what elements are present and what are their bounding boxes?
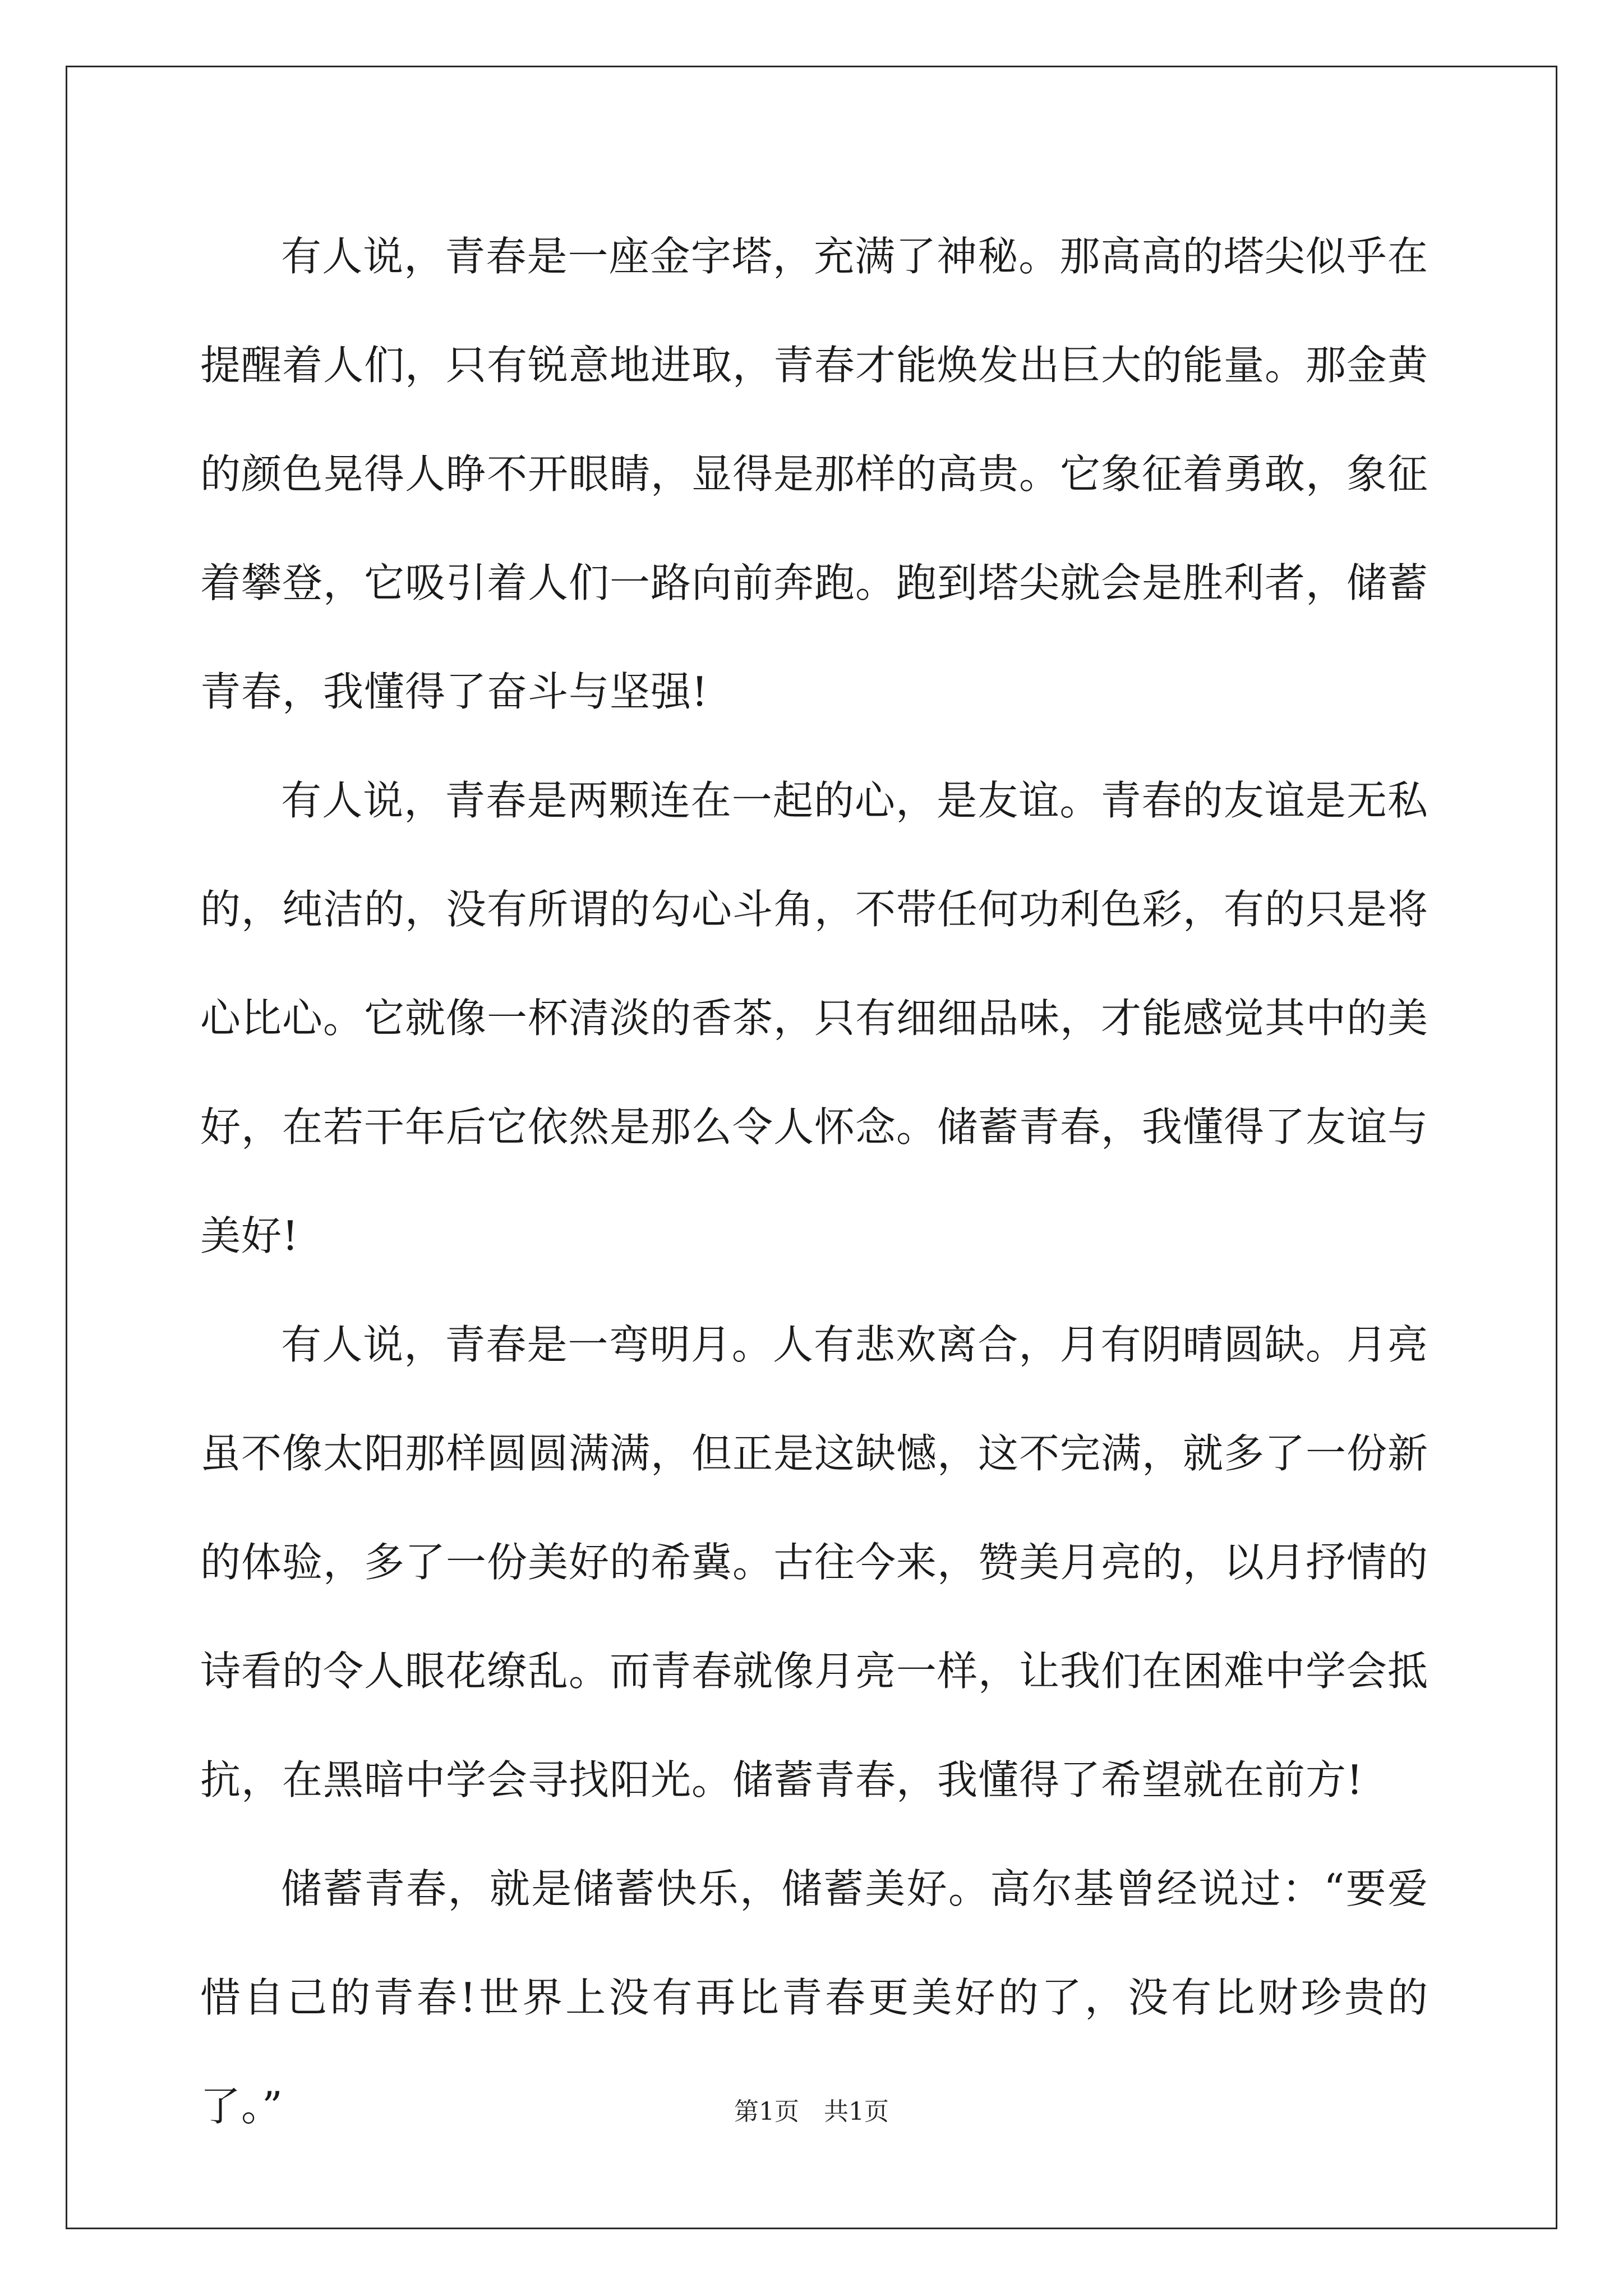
paragraph-4: 储蓄青春，就是储蓄快乐，储蓄美好。高尔基曾经说过：“要爱惜自己的青春!世界上没有再比青春更美好的了，没有比财珍贵的了。”: [200, 1865, 1428, 2130]
paragraph-3: 有人说，青春是一弯明月。人有悲欢离合，月有阴晴圆缺。月亮虽不像太阳那样圆圆满满，但正是这缺憾，这不完满，就多了一份新的体验，多了一份美好的希冀。古往今来，赞美月亮的，以月抒情的诗看的令人眼花缭乱。而青春就像月亮一样，让我们在困难中学会抵抗，在黑暗中学会寻找阳光。储蓄青春，我懂得了希望就在前方!: [200, 1321, 1429, 1803]
document-body: [200, 202, 1428, 2161]
paragraph-2: 有人说，青春是两颗连在一起的心，是友谊。青春的友谊是无私的，纯洁的，没有所谓的勾心斗角，不带任何功利色彩，有的只是将心比心。它就像一杯清淡的香茶，只有细细品味，才能感觉其中的美好，在若干年后它依然是那么令人怀念。储蓄青春，我懂得了友谊与美好!: [200, 777, 1429, 1259]
paragraph-1: 有人说，青春是一座金字塔，充满了神秘。那高高的塔尖似乎在提醒着人们，只有锐意地进取，青春才能焕发出巨大的能量。那金黄的颜色晃得人睁不开眼睛，显得是那样的高贵。它象征着勇敢，象征着攀登，它吸引着人们一路向前奔跑。跑到塔尖就会是胜利者，储蓄青春，我懂得了奋斗与坚强!: [200, 233, 1429, 715]
page-footer: 第1页 共1页: [734, 2097, 889, 2126]
